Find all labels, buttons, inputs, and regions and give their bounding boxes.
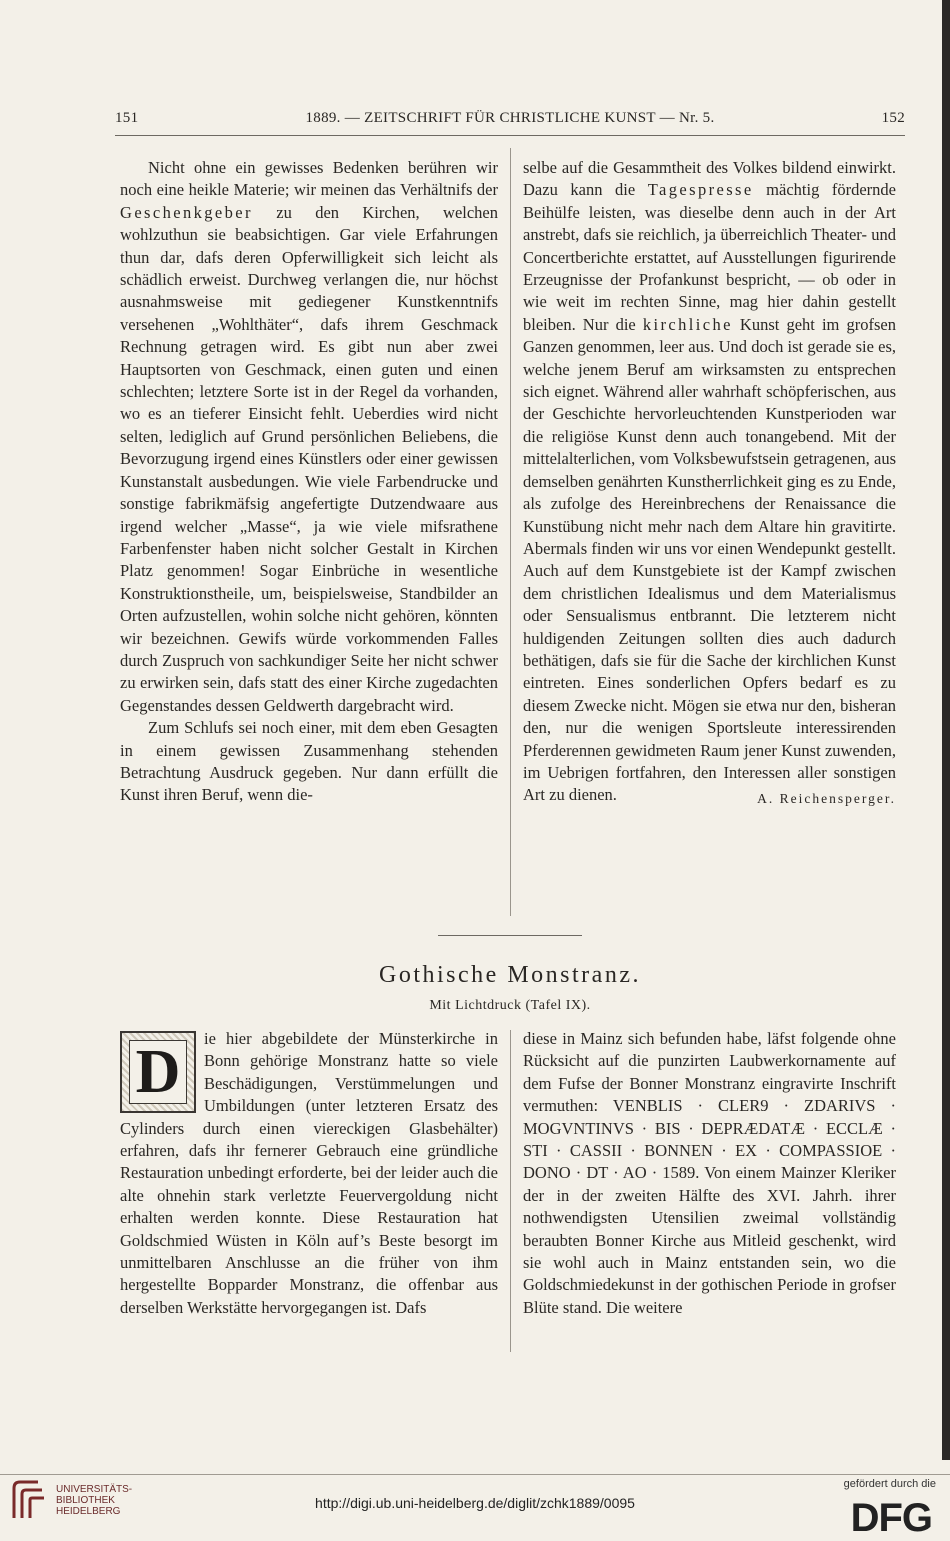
paragraph: Nicht ohne ein gewisses Bedenken berühren wir noch eine heikle Materie; wir meinen das Verhältnifs der Geschenkgeber zu den Kirchen, welchen wohlzuthun sie beabsichtigen. Gar viele Erfahrungen thun dar, dafs deren Opferwilligkeit sich leicht als schädlich erweist. Durchweg verlangen die, nur höchst ausnahmsweise mit gediegener Kunstkenntnifs versehenen „Wohlthäter“, dafs ihrem Geschmack Rechnung getragen wird. Es gibt nun aber zwei Hauptsorten von Geschmack, einen guten und einen schlechten; letztere Sorte ist in der Regel da vorhanden, wo es an tieferer Einsicht fehlt. Ueberdies wird nicht selten, lediglich auf Grund persönlichen Beliebens, die Bevorzugung irgend eines Künstlers oder einer gewissen Kunstanstalt ausbedungen. Wie viele Farbendrucke und sonstige fabrikmäfsig angefertigte Dutzendwaare aus irgend welcher „Masse“, ja wie viele mifsrathene Farbenfenster haben nicht solcher Gestalt in Kirchen Platz genommen! Sogar Einbrüche in wesentliche Konstruktionstheile, um, beispielsweise, Standbilder an Orten aufzustellen, wohin solche nicht gehören, könnten wir bezeichnen. Gewifs würde vorkommenden Falles durch Zuspruch von sachkundiger Seite her nicht schwer zu erwirken sein, dafs statt des einer Kirche zugedachten Gegenstandes dessen Geldwerth dargebracht wird. [120,158,498,715]
author-signature: A. Reichensperger. [757,791,896,807]
paragraph: selbe auf die Gesammtheit des Volkes bildend einwirkt. Dazu kann die Tagespresse mächtig fördernde Beihülfe leisten, was dieselbe denn auch in der Art anstrebt, dafs sie reichlich, ja überreichlich Theater- und Concertberichte erstattet, auf Ausstellungen figurirende Erzeugnisse der Profankunst bespricht, — ob oder in wie weit im rechten Sinne, mag hier dahin gestellt bleiben. Nur die kirchliche Kunst geht im grofsen Ganzen genommen, leer aus. Und doch ist gerade sie es, welche jenem Beruf am wirksamsten zu entsprechen sich eignet. Während aller wahrhaft schöpferischen, aus der Geschichte hervorleuchtenden Kunstperioden war die religiöse Kunst denn auch tonangebend. Mit der mittelalterlichen, vom Volksbewufstsein getragenen, aus demselben genährten Kunstherrlichkeit ging es zu Ende, als zufolge des Hereinbrechens der Renaissance die Kunstübung nicht mehr nach dem Altare hin gravitirte. Abermals finden wir uns vor einen Wendepunkt gestellt. Auch auf dem Kunstgebiete ist der Kampf zwischen dem christlichen Idealismus und dem Materialismus oder Sensualismus entbrannt. Die letzterem nicht huldigenden Zeitungen sollten dies auch dadurch bethätigen, dafs sie für die Sache der kirchlichen Kunst eintreten. Eines sonderlichen Opfers bedarf es zu diesem Zwecke nicht. Mögen sie etwa nur den, bisheran den, nur die wenigen Sportsleute interessirenden Pferderennen gewidmeten Raum jener Kunst zuwenden, im Uebrigen fortfahren, den Interessen aller sonstigen Art zu dienen. A. Reichensperger. [523,157,896,807]
right-page-number: 152 [881,110,905,126]
spaced-term: Geschenkgeber [120,202,253,222]
article1-column-left [120,157,498,807]
article-title: Gothische Monstranz. [379,962,641,988]
library-name: UNIVERSITÄTS- BIBLIOTHEK HEIDELBERG [56,1484,133,1517]
section-divider [438,935,582,936]
paragraph: Zum Schlufs sei noch einer, mit dem eben Gesagten in einem gewissen Zusammenhang stehenden Betrachtung Ausdruck gegeben. Nur dann erfüllt die Kunst ihren Beruf, wenn die- [120,718,498,805]
footer-rule [0,1474,950,1475]
source-url[interactable]: http://digi.ub.uni-heidelberg.de/diglit/zchk1889/0095 [315,1495,635,1511]
decorated-initial: D [120,1031,196,1113]
left-page-number: 151 [115,110,139,126]
page-edge [942,0,950,1460]
header-rule [115,135,905,136]
column-separator [510,148,511,916]
article1-column-right [523,157,896,811]
paragraph: ie hier abgebildete der Münsterkirche in Bonn gehörige Monstranz hatte so viele Beschädigungen, Verstümmelungen und Umbildungen (unter letzteren Ersatz des Cylinders durch einen viereckigen Glasbehälter) erfahren, dafs ihr fernerer Gebrauch eine gründliche Restauration unbedingt erforderte, bei der leider auch die alte ohnehin stark verletzte Feuervergoldung nicht erhalten werden konnte. Diese Restauration hat Goldschmied Wüsten in Köln auf’s Beste besorgt im unmittelbaren Anschlusse an die früher von ihm hergestellte Bopparder Monstranz, die offenbar aus derselben Werkstätte hervorgegangen ist. Dafs [120,1029,498,1317]
journal-title: 1889. — ZEITSCHRIFT FÜR CHRISTLICHE KUNST — Nr. 5. [305,110,715,126]
article2-column-left [120,1028,498,1319]
funding-note: gefördert durch die [843,1478,936,1490]
column-separator [510,1030,511,1352]
running-header [115,110,905,136]
article2-column-right [523,1028,896,1319]
paragraph: diese in Mainz sich befunden habe, läfst folgende ohne Rücksicht auf die punzirten Laubwerkornamente auf dem Fufse der Bonner Monstranz eingravirte Inschrift vermuthen: VENBLIS · CLER9 · ZDARIVS · MOGVNTINVS · BIS · DEPRÆDATÆ · ECCLÆ · STI · CASSII · BONNEN · EX · COMPASSIOE · DONO · DT · AO · 1589. Von einem Mainzer Kleriker der in der zweiten Hälfte des XVI. Jahrh. ihrer nothwendigsten Utensilien zweimal vollständig beraubten Bonner Kirche aus Mitleid geschenkt, wird sie wohl auch in Mainz entstanden sein, wo die Goldschmiedekunst in der gothischen Periode in grofser Blüte stand. Die weitere [523,1029,896,1317]
spaced-term: Tagespresse [647,180,754,200]
article-subtitle: Mit Lichtdruck (Tafel IX). [429,998,591,1013]
dfg-logo: DFG [850,1496,932,1540]
spaced-term: kirchliche [642,314,733,334]
